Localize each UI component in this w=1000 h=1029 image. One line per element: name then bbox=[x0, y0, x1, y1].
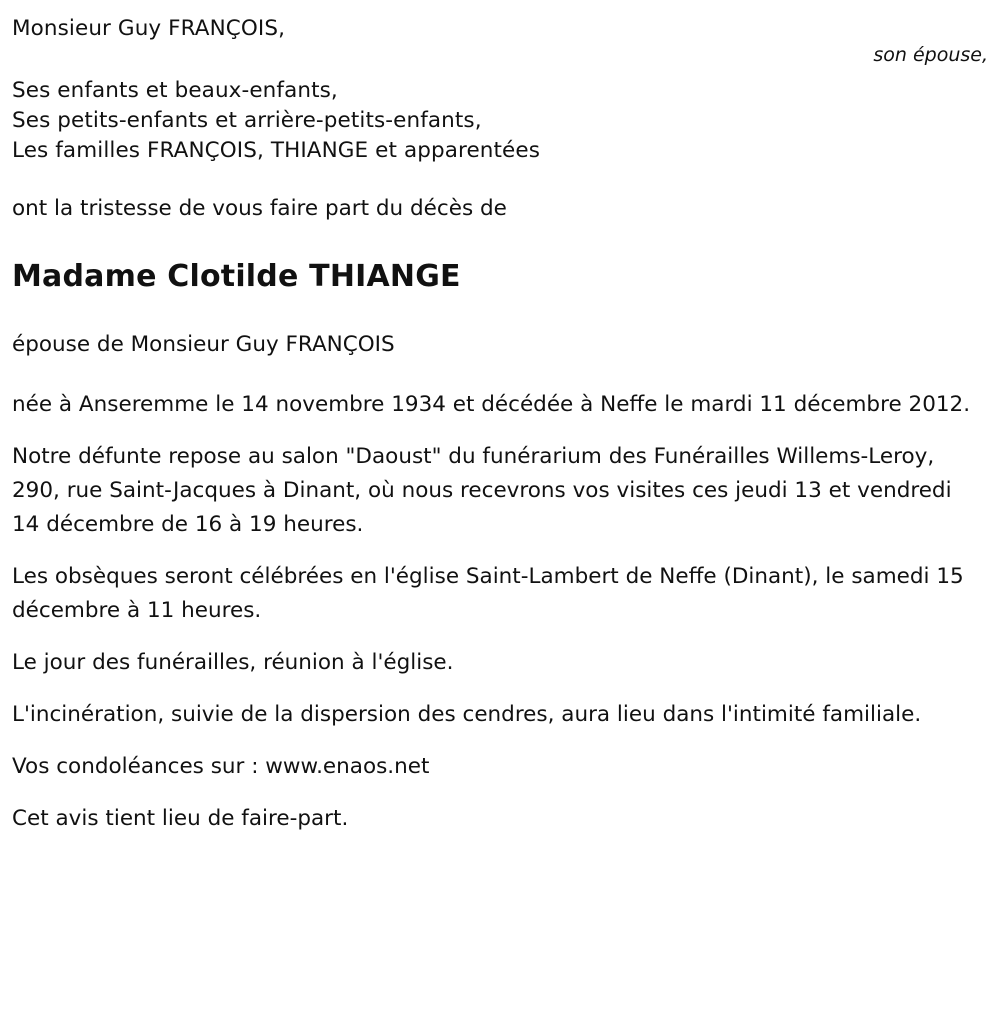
spouse-name: Monsieur Guy FRANÇOIS, bbox=[12, 16, 286, 41]
paragraph-gathering: Le jour des funérailles, réunion à l'église. bbox=[12, 650, 454, 675]
deceased-relation: épouse de Monsieur Guy FRANÇOIS bbox=[12, 332, 395, 357]
spacer-before-paragraphs bbox=[12, 360, 988, 388]
spouse-relation-label: son épouse, bbox=[873, 44, 988, 66]
spacer-after-name bbox=[12, 296, 988, 330]
paragraph-birth-death: née à Anseremme le 14 novembre 1934 et décédée à Neffe le mardi 11 décembre 2012. bbox=[12, 392, 971, 417]
family-list bbox=[12, 76, 988, 166]
spouse-section bbox=[12, 14, 988, 76]
spacer-before-name bbox=[12, 224, 988, 258]
family-line-grandchildren: Ses petits-enfants et arrière-petits-enfants, bbox=[12, 108, 482, 133]
paragraph-cremation: L'incinération, suivie de la dispersion des cendres, aura lieu dans l'intimité familiale. bbox=[12, 702, 922, 727]
deceased-name: Madame Clotilde THIANGE bbox=[12, 259, 461, 294]
announcement-text: ont la tristesse de vous faire part du décès de bbox=[12, 196, 507, 221]
spacer-after-family bbox=[12, 166, 988, 194]
paragraph-notice-disclaimer: Cet avis tient lieu de faire-part. bbox=[12, 806, 349, 831]
paragraph-funeral-home: Notre défunte repose au salon "Daoust" du funérarium des Funérailles Willems-Leroy, 290, rue Saint-Jacques à Dinant, où nous recevrons vos visites ces jeudi 13 et vendredi 14 décembre de 16 à 19 heures. bbox=[12, 444, 952, 537]
paragraph-condolences: Vos condoléances sur : www.enaos.net bbox=[12, 754, 430, 779]
notice-body bbox=[12, 388, 988, 836]
family-line-children: Ses enfants et beaux-enfants, bbox=[12, 78, 338, 103]
paragraph-ceremony: Les obsèques seront célébrées en l'église Saint-Lambert de Neffe (Dinant), le samedi 15 décembre à 11 heures. bbox=[12, 564, 964, 623]
family-line-families: Les familles FRANÇOIS, THIANGE et apparentées bbox=[12, 138, 541, 163]
